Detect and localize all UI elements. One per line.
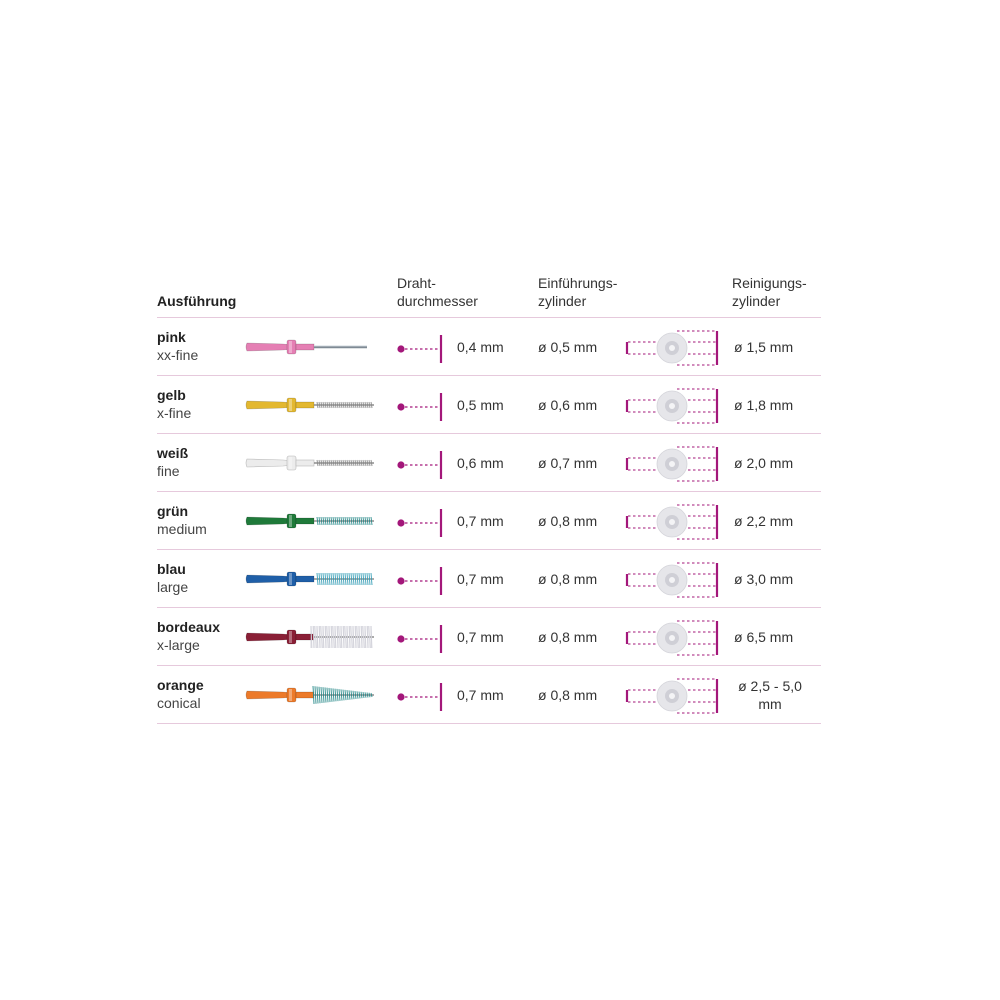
table-row	[157, 376, 821, 434]
table-row	[157, 318, 821, 376]
reinigungszylinder-value: ø 6,5 mm	[734, 629, 794, 645]
wire-diagram	[397, 682, 447, 717]
cylinder-diagram	[625, 446, 725, 487]
drahtdurchmesser-value: 0,7 mm	[457, 513, 504, 529]
size-label: fine	[157, 463, 180, 479]
cylinder-diagram	[625, 562, 725, 603]
table-row	[157, 666, 821, 724]
wire-diameter-icon	[397, 392, 447, 422]
variant-name	[157, 676, 204, 712]
header-reinigungszylinder: Reinigungs- zylinder	[732, 275, 807, 309]
einfuehrungszylinder-value: ø 0,7 mm	[538, 455, 598, 471]
reinigungszylinder-value: ø 2,2 mm	[734, 513, 794, 529]
reinigungszylinder-value: ø 2,0 mm	[734, 455, 794, 471]
color-label: gelb	[157, 387, 186, 403]
wire-diameter-icon	[397, 450, 447, 480]
header-ausfuehrung: Ausführung	[157, 293, 237, 309]
wire-diagram	[397, 566, 447, 601]
row-divider	[157, 723, 821, 724]
drahtdurchmesser-value: 0,6 mm	[457, 455, 504, 471]
brush-weiß-icon	[243, 448, 393, 478]
reinigungszylinder-value: ø 1,8 mm	[734, 397, 794, 413]
einfuehrungszylinder-value: ø 0,8 mm	[538, 687, 598, 703]
wire-diagram	[397, 450, 447, 485]
size-label: medium	[157, 521, 207, 537]
wire-diameter-icon	[397, 682, 447, 712]
einfuehrungszylinder-value: ø 0,6 mm	[538, 397, 598, 413]
table-header	[157, 270, 821, 318]
brush-grün-icon	[243, 506, 393, 536]
size-table	[157, 270, 821, 724]
reinigungszylinder-value: ø 2,5 - 5,0 mm	[738, 678, 802, 712]
size-label: large	[157, 579, 189, 595]
wire-diameter-icon	[397, 624, 447, 654]
brush-gelb-icon	[243, 390, 393, 420]
color-label: blau	[157, 561, 186, 577]
brush-image	[243, 448, 393, 483]
table-row	[157, 550, 821, 608]
wire-diagram	[397, 334, 447, 369]
einfuehrungszylinder-value: ø 0,8 mm	[538, 571, 598, 587]
table-body	[157, 318, 821, 724]
wire-diameter-icon	[397, 334, 447, 364]
brush-blau-icon	[243, 564, 393, 594]
cylinder-diagram-icon	[625, 504, 725, 540]
table-row	[157, 608, 821, 666]
color-label: pink	[157, 329, 186, 345]
table-row	[157, 492, 821, 550]
header-drahtdurchmesser: Draht- durchmesser	[397, 275, 478, 309]
size-label: x-fine	[157, 405, 192, 421]
variant-name	[157, 618, 220, 654]
brush-image	[243, 506, 393, 541]
color-label: grün	[157, 503, 189, 519]
reinigungszylinder-value: ø 1,5 mm	[734, 339, 794, 355]
einfuehrungszylinder-value: ø 0,8 mm	[538, 629, 598, 645]
reinigungszylinder-value: ø 3,0 mm	[734, 571, 794, 587]
einfuehrungszylinder-value: ø 0,5 mm	[538, 339, 598, 355]
cylinder-diagram	[625, 620, 725, 661]
brush-image	[243, 564, 393, 599]
wire-diagram	[397, 392, 447, 427]
brush-image	[243, 680, 393, 715]
wire-diagram	[397, 508, 447, 543]
cylinder-diagram-icon	[625, 330, 725, 366]
size-label: xx-fine	[157, 347, 199, 363]
drahtdurchmesser-value: 0,7 mm	[457, 629, 504, 645]
cylinder-diagram	[625, 678, 725, 719]
variant-name	[157, 444, 188, 480]
header-einfuehrungszylinder: Einführungs- zylinder	[538, 275, 618, 309]
cylinder-diagram-icon	[625, 678, 725, 714]
brush-orange-icon	[243, 680, 393, 710]
drahtdurchmesser-value: 0,7 mm	[457, 687, 504, 703]
cylinder-diagram-icon	[625, 446, 725, 482]
drahtdurchmesser-value: 0,7 mm	[457, 571, 504, 587]
cylinder-diagram	[625, 388, 725, 429]
brush-image	[243, 390, 393, 425]
brush-image	[243, 332, 393, 367]
color-label: orange	[157, 677, 204, 693]
variant-name	[157, 502, 207, 538]
cylinder-diagram	[625, 504, 725, 545]
variant-name	[157, 386, 191, 422]
wire-diameter-icon	[397, 566, 447, 596]
variant-name	[157, 328, 198, 364]
drahtdurchmesser-value: 0,4 mm	[457, 339, 504, 355]
color-label: weiß	[157, 445, 189, 461]
variant-name	[157, 560, 188, 596]
drahtdurchmesser-value: 0,5 mm	[457, 397, 504, 413]
cylinder-diagram	[625, 330, 725, 371]
size-label: conical	[157, 695, 201, 711]
table-row	[157, 434, 821, 492]
brush-bordeaux-icon	[243, 622, 393, 652]
color-label: bordeaux	[157, 619, 221, 635]
cylinder-diagram-icon	[625, 562, 725, 598]
cylinder-diagram-icon	[625, 620, 725, 656]
size-label: x-large	[157, 637, 200, 653]
wire-diameter-icon	[397, 508, 447, 538]
einfuehrungszylinder-value: ø 0,8 mm	[538, 513, 598, 529]
brush-image	[243, 622, 393, 657]
wire-diagram	[397, 624, 447, 659]
cylinder-diagram-icon	[625, 388, 725, 424]
brush-pink-icon	[243, 332, 393, 362]
